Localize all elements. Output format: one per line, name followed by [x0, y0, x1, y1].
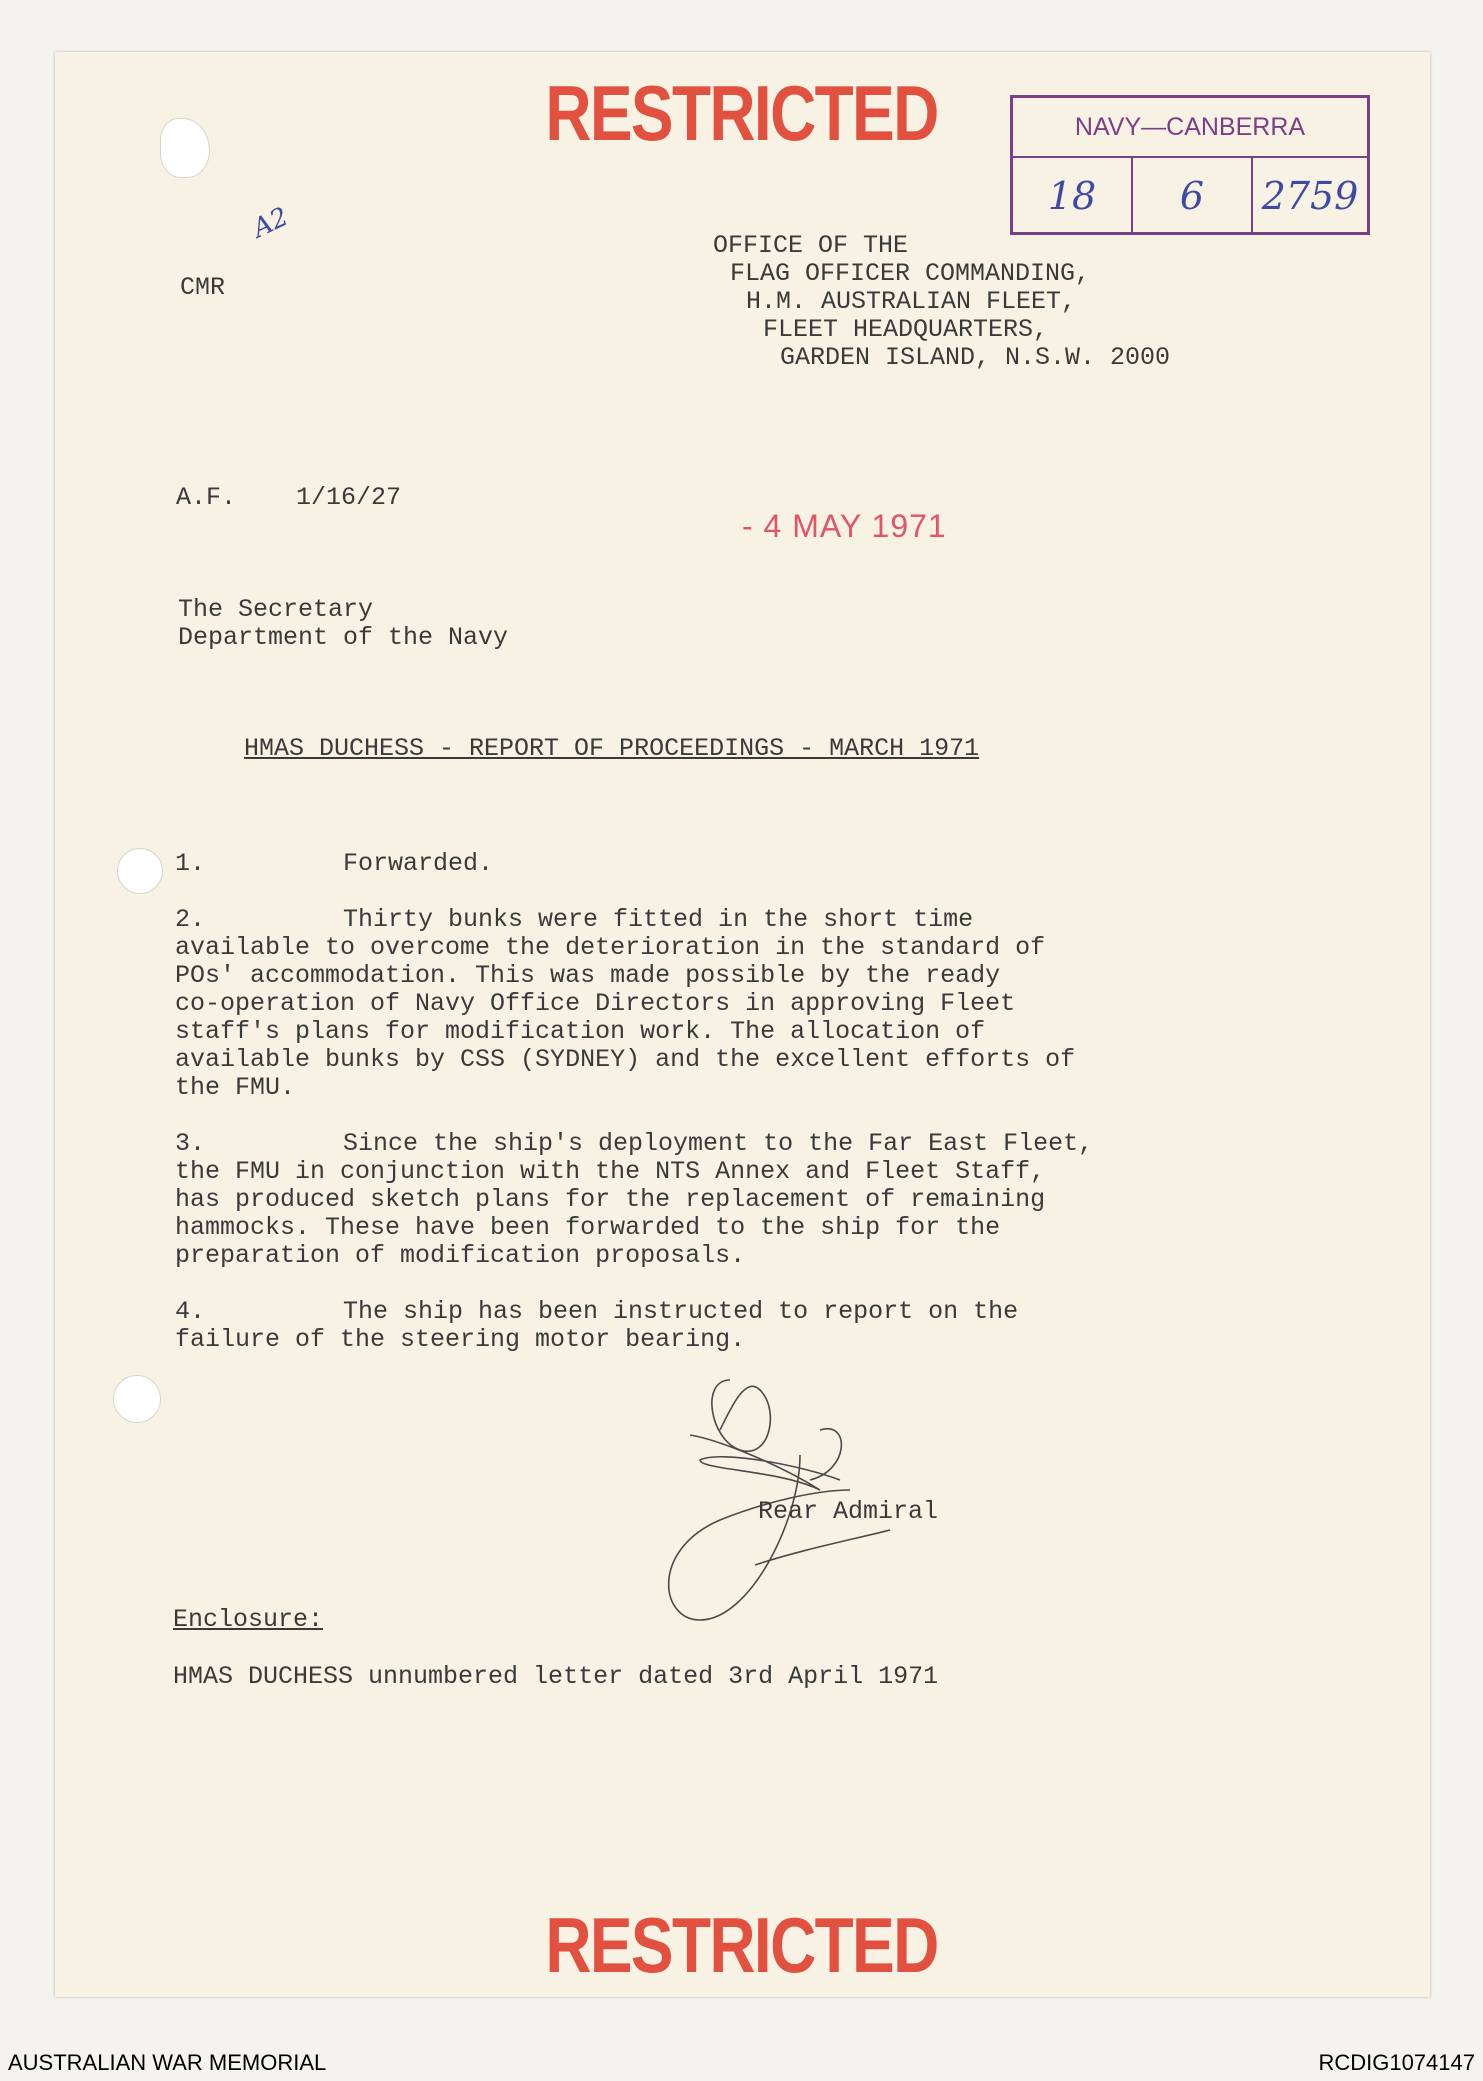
signature-title: Rear Admiral [758, 1497, 939, 1526]
paragraph-2-line: Thirty bunks were fitted in the short time [343, 905, 974, 934]
office-line-4: FLEET HEADQUARTERS, [763, 315, 1049, 344]
paragraph-4-number: 4. [175, 1297, 206, 1326]
office-line-3: H.M. AUSTRALIAN FLEET, [746, 287, 1077, 316]
office-line-2: FLAG OFFICER COMMANDING, [730, 259, 1091, 288]
office-line-1: OFFICE OF THE [713, 231, 909, 260]
paragraph-1 [175, 850, 493, 878]
paragraph-3-line: preparation of modification proposals. [175, 1241, 746, 1270]
navy-stamp-cell-day: 18 [1013, 158, 1133, 234]
paragraph-2-line: staff's plans for modification work. The allocation of [175, 1017, 986, 1046]
paragraph-3-line: Since the ship's deployment to the Far East Fleet, [343, 1129, 1094, 1158]
restricted-stamp-bottom: RESTRICTED [545, 1901, 938, 1989]
paragraph-2-line: available to overcome the deterioration in the standard of [175, 933, 1046, 962]
recipient-line-1: The Secretary [178, 595, 374, 624]
navy-stamp-title: NAVY—CANBERRA [1013, 98, 1367, 158]
paragraph-4 [175, 1298, 1018, 1354]
navy-canberra-stamp [1010, 95, 1370, 235]
punch-hole-top [117, 848, 163, 894]
paragraph-3-number: 3. [175, 1129, 206, 1158]
subject-heading: HMAS DUCHESS - REPORT OF PROCEEDINGS - MARCH 1971 [244, 734, 980, 763]
paragraph-3-line: has produced sketch plans for the replacement of remaining [175, 1185, 1046, 1214]
reference-label: A.F. [176, 483, 237, 512]
recipient-line-2: Department of the Navy [178, 623, 509, 652]
paragraph-3-line: hammocks. These have been forwarded to the ship for the [175, 1213, 1001, 1242]
cmr-initials: CMR [180, 273, 226, 302]
paragraph-2-line: POs' accommodation. This was made possible by the ready [175, 961, 1001, 990]
footer-left: AUSTRALIAN WAR MEMORIAL [8, 2050, 327, 2075]
paragraph-4-line: failure of the steering motor bearing. [175, 1325, 746, 1354]
paragraph-3 [175, 1130, 1093, 1270]
paragraph-2-line: available bunks by CSS (SYDNEY) and the excellent efforts of [175, 1045, 1076, 1074]
office-line-5: GARDEN ISLAND, N.S.W. 2000 [780, 343, 1171, 372]
paragraph-2-line: co-operation of Navy Office Directors in approving Fleet [175, 989, 1016, 1018]
date-stamp: - 4 MAY 1971 [742, 508, 947, 544]
restricted-stamp-top: RESTRICTED [545, 69, 938, 157]
paragraph-1-line: Forwarded. [343, 849, 494, 878]
paragraph-4-line: The ship has been instructed to report on the [343, 1297, 1019, 1326]
punch-hole-bottom [113, 1375, 161, 1423]
paragraph-2 [175, 906, 1075, 1102]
enclosure-text: HMAS DUCHESS unnumbered letter dated 3rd April 1971 [173, 1662, 939, 1691]
enclosure-label: Enclosure: [173, 1605, 324, 1634]
paragraph-2-line: the FMU. [175, 1073, 296, 1102]
footer-right: RCDIG1074147 [1318, 2050, 1475, 2075]
paragraph-2-number: 2. [175, 905, 206, 934]
handwritten-mark: A2 [248, 201, 294, 245]
paragraph-1-number: 1. [175, 849, 206, 878]
navy-stamp-cell-number: 2759 [1261, 174, 1359, 218]
reference-number: 1/16/27 [296, 483, 402, 512]
paragraph-3-line: the FMU in conjunction with the NTS Annex and Fleet Staff, [175, 1157, 1046, 1186]
navy-stamp-cell-month: 6 [1133, 158, 1253, 234]
